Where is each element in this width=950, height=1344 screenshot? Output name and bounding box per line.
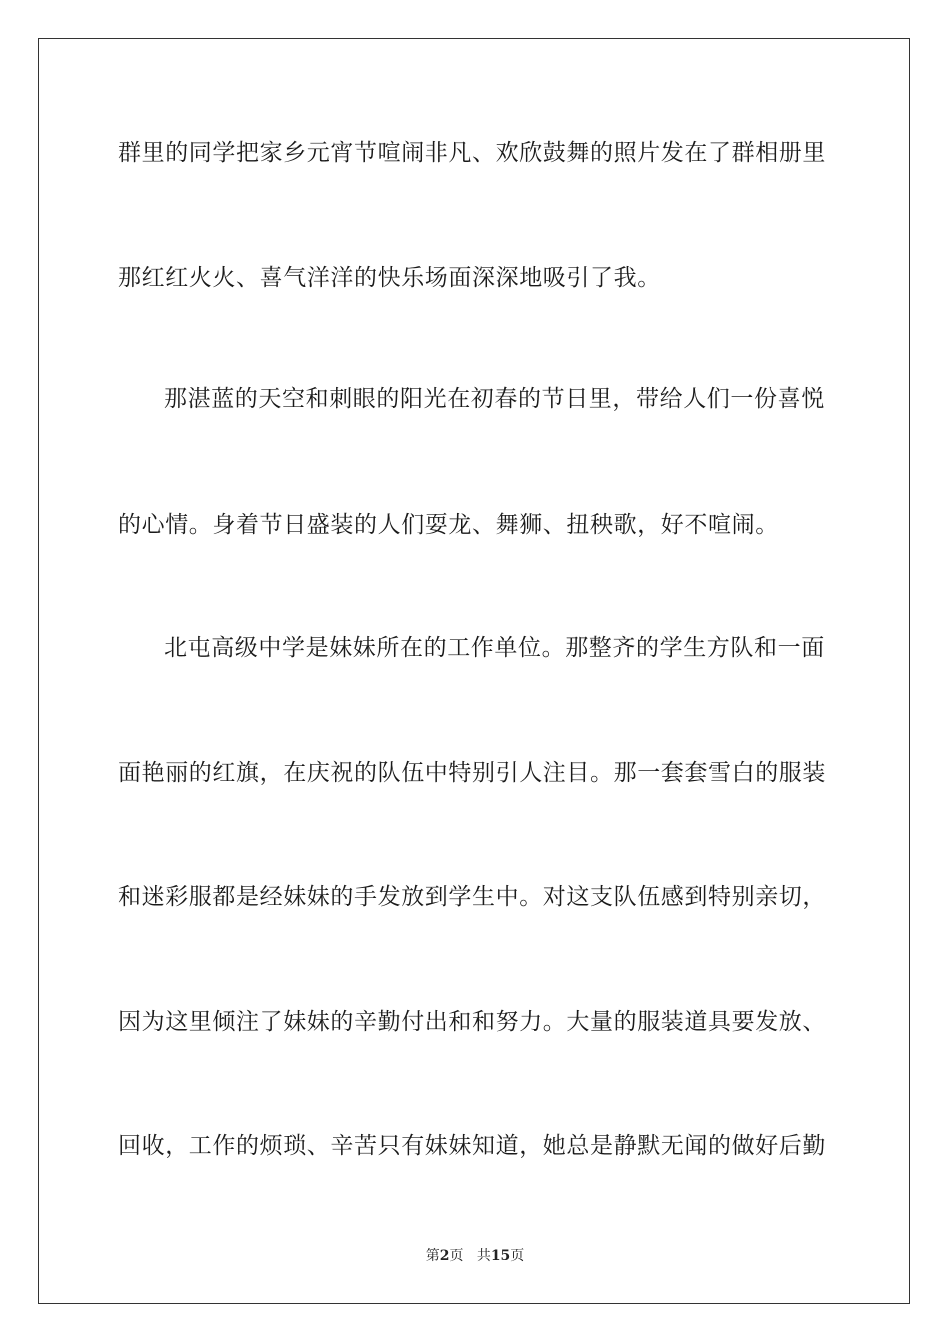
page-suffix: 页 xyxy=(449,1248,464,1264)
page-footer xyxy=(0,1246,950,1266)
page-border xyxy=(38,38,910,1304)
text-line-2: 那红红火火、喜气洋洋的快乐场面深深地吸引了我。 xyxy=(118,265,661,291)
total-prefix: 共 xyxy=(476,1248,491,1264)
text-line-4: 的心情。身着节日盛装的人们耍龙、舞狮、扭秧歌，好不喧闹。 xyxy=(118,512,779,538)
page-prefix: 第 xyxy=(425,1248,440,1264)
text-line-7: 和迷彩服都是经妹妹的手发放到学生中。对这支队伍感到特别亲切， xyxy=(118,884,826,910)
text-line-3: 那湛蓝的天空和刺眼的阳光在初春的节日里，带给人们一份喜悦 xyxy=(164,386,825,412)
text-line-6: 面艳丽的红旗，在庆祝的队伍中特别引人注目。那一套套雪白的服装 xyxy=(118,760,826,786)
text-line-8: 因为这里倾注了妹妹的辛勤付出和和努力。大量的服装道具要发放、 xyxy=(118,1009,826,1035)
total-pages: 15 xyxy=(490,1248,511,1264)
text-line-9: 回收，工作的烦琐、辛苦只有妹妹知道，她总是静默无闻的做好后勤 xyxy=(118,1133,826,1159)
total-suffix: 页 xyxy=(510,1248,525,1264)
page-number: 2 xyxy=(439,1248,450,1264)
text-line-5: 北屯高级中学是妹妹所在的工作单位。那整齐的学生方队和一面 xyxy=(164,635,825,661)
text-line-1: 群里的同学把家乡元宵节喧闹非凡、欢欣鼓舞的照片发在了群相册里 xyxy=(118,140,826,166)
